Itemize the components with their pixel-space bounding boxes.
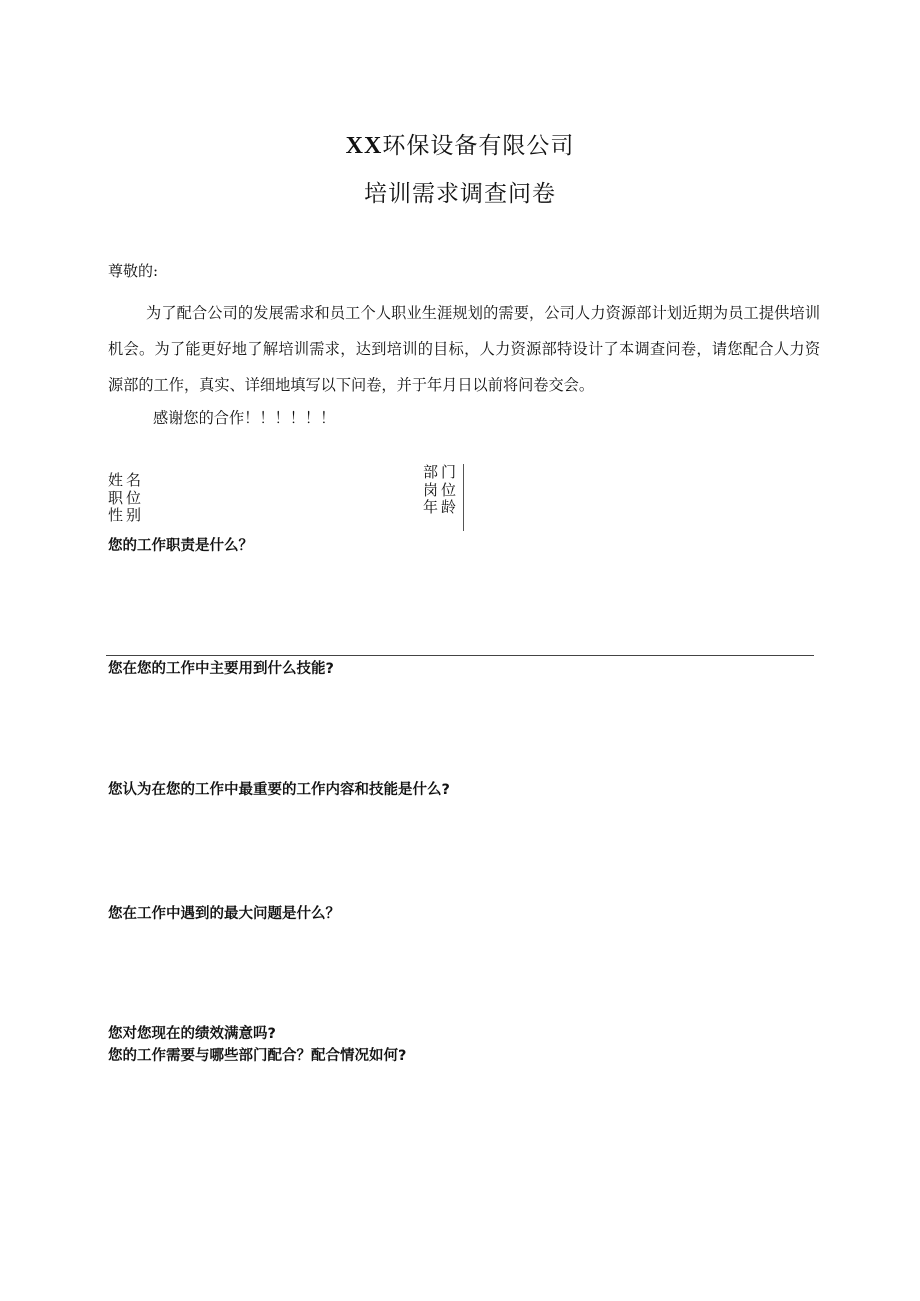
post-field-label: 岗位 [423, 480, 460, 499]
form-title: 培训需求调查问卷 [364, 181, 556, 207]
question-key-content: 您认为在您的工作中最重要的工作内容和技能是什么? [108, 782, 450, 798]
intro-paragraph: 为了配合公司的发展需求和员工个人职业生涯规划的需要，公司人力资源部计划近期为员工提供培训机会。为了能更好地了解培训需求，达到培训的目标，人力资源部特设计了本调查问卷，请您配合人力资源部的工作，真实、详细地填写以下问卷，并于年月日以前将问卷交会。 [108, 304, 820, 394]
section-divider [106, 655, 814, 656]
question-job-duties: 您的工作职责是什么？ [108, 538, 253, 554]
greeting-line: 尊敬的: [108, 262, 159, 280]
info-fields-right [423, 464, 464, 531]
question-skills-used: 您在您的工作中主要用到什么技能? [108, 661, 334, 677]
company-prefix: XX [345, 133, 383, 159]
question-biggest-problem: 您在工作中遇到的最大问题是什么？ [108, 906, 340, 922]
company-title [0, 131, 920, 161]
thanks-line: 感谢您的合作！！！！！！ [153, 409, 336, 427]
department-field-label: 部门 [423, 463, 460, 481]
gender-field-label: 性别 [108, 506, 145, 524]
age-field-label: 年龄 [423, 498, 460, 516]
name-field-label: 姓名 [108, 471, 145, 489]
info-fields-left [108, 472, 144, 525]
company-name: 环保设备有限公司 [382, 133, 575, 159]
question-performance-satisfaction: 您对您现在的绩效满意吗? [108, 1026, 276, 1042]
question-department-cooperation: 您的工作需要与哪些部门配合？配合情况如何? [108, 1048, 407, 1064]
position-field-label: 职位 [108, 488, 145, 507]
